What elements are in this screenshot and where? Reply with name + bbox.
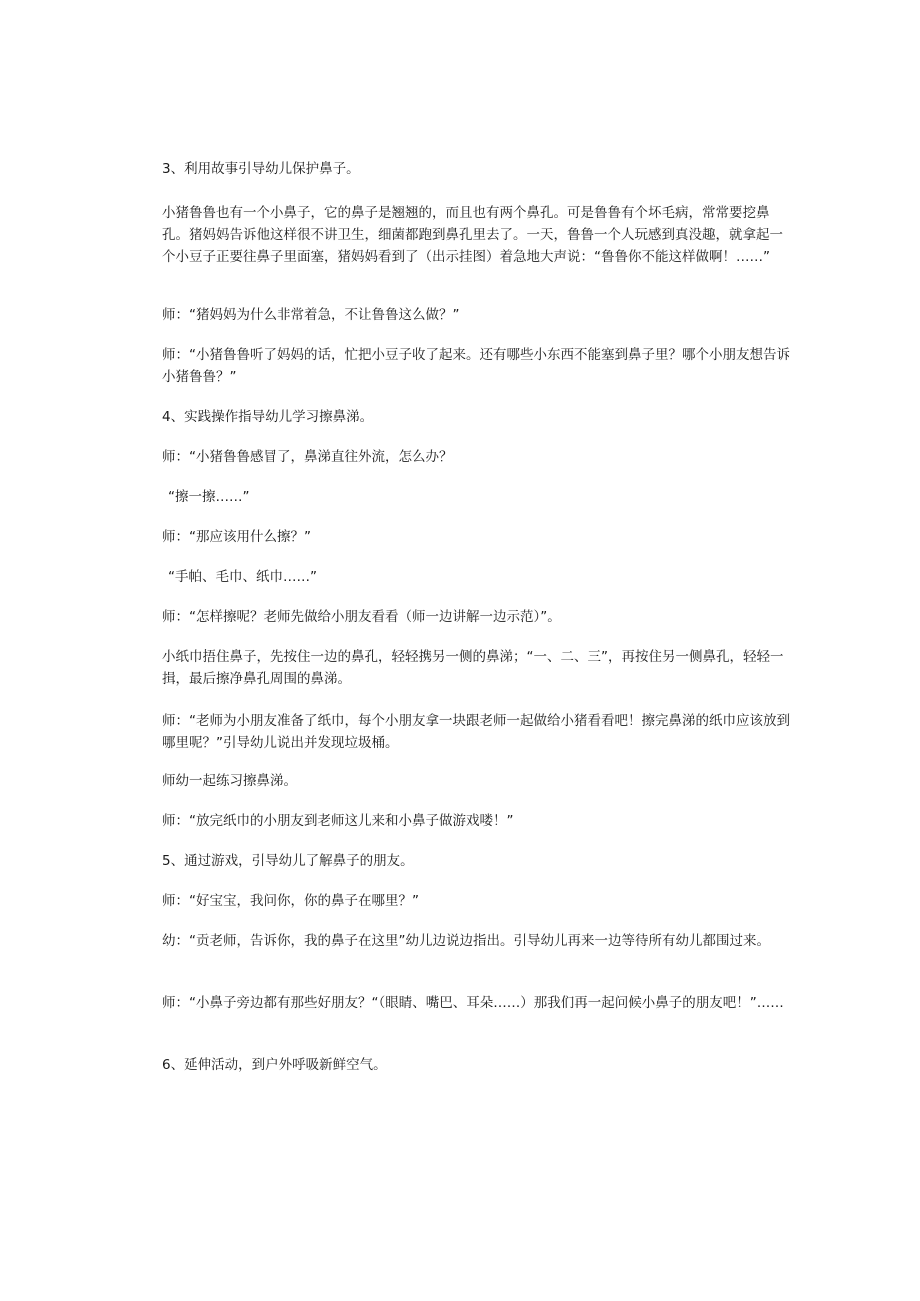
dialogue-paragraph: 师：“小鼻子旁边都有那些好朋友？“（眼睛、嘴巴、耳朵……）那我们再一起问候小鼻子的朋友吧！”……: [162, 995, 784, 1011]
response-paragraph: “擦一擦……”: [168, 489, 250, 505]
section-heading-3: 3、利用故事引导幼儿保护鼻子。: [162, 161, 360, 177]
dialogue-paragraph: 师：“猪妈妈为什么非常着急，不让鲁鲁这么做？”: [162, 307, 460, 323]
section-heading-4: 4、实践操作指导幼儿学习擦鼻涕。: [162, 409, 374, 425]
response-paragraph: “手帕、毛巾、纸巾……”: [168, 569, 317, 585]
dialogue-paragraph: 师：“好宝宝，我问你，你的鼻子在哪里？”: [162, 893, 419, 909]
dialogue-paragraph: 师：“怎样擦呢？老师先做给小朋友看看（师一边讲解一边示范）”。: [162, 609, 561, 625]
instruction-paragraph: 小纸巾捂住鼻子，先按住一边的鼻孔，轻轻携另一侧的鼻涕；“一、二、三”，再按住另一侧鼻孔，轻轻一揖，最后擦净鼻孔周围的鼻涕。: [162, 649, 784, 687]
section-heading-5: 5、通过游戏，引导幼儿了解鼻子的朋友。: [162, 853, 414, 869]
dialogue-paragraph: 师：“小猪鲁鲁感冒了，鼻涕直往外流，怎么办？: [162, 449, 453, 465]
dialogue-paragraph: 师：“小猪鲁鲁听了妈妈的话，忙把小豆子收了起来。还有哪些小东西不能塞到鼻子里？哪个小朋友想告诉小猪鲁鲁？”: [162, 347, 790, 385]
dialogue-paragraph: 师：“那应该用什么擦？”: [162, 529, 311, 545]
dialogue-paragraph: 幼：“贡老师，告诉你，我的鼻子在这里”幼儿边说边指出。引导幼儿再来一边等待所有幼儿都围过来。: [162, 933, 770, 949]
activity-paragraph: 师幼一起练习擦鼻涕。: [162, 773, 297, 789]
dialogue-paragraph: 师：“老师为小朋友准备了纸巾，每个小朋友拿一块跟老师一起做给小猪看看吧！擦完鼻涕的纸巾应该放到哪里呢？”引导幼儿说出并发现垃圾桶。: [162, 713, 790, 751]
story-paragraph: 小猪鲁鲁也有一个小鼻子，它的鼻子是翘翘的，而且也有两个鼻孔。可是鲁鲁有个坏毛病，常常要挖鼻孔。猪妈妈告诉他这样很不讲卫生，细菌都跑到鼻孔里去了。一天，鲁鲁一个人玩感到真没趣，就拿起一个小豆子正要往鼻子里面塞，猪妈妈看到了（出示挂图）着急地大声说：“鲁鲁你不能这样做啊！……”: [162, 205, 783, 265]
dialogue-paragraph: 师：“放完纸巾的小朋友到老师这儿来和小鼻子做游戏喽！”: [162, 813, 514, 829]
section-heading-6: 6、延伸活动，到户外呼吸新鲜空气。: [162, 1057, 387, 1073]
